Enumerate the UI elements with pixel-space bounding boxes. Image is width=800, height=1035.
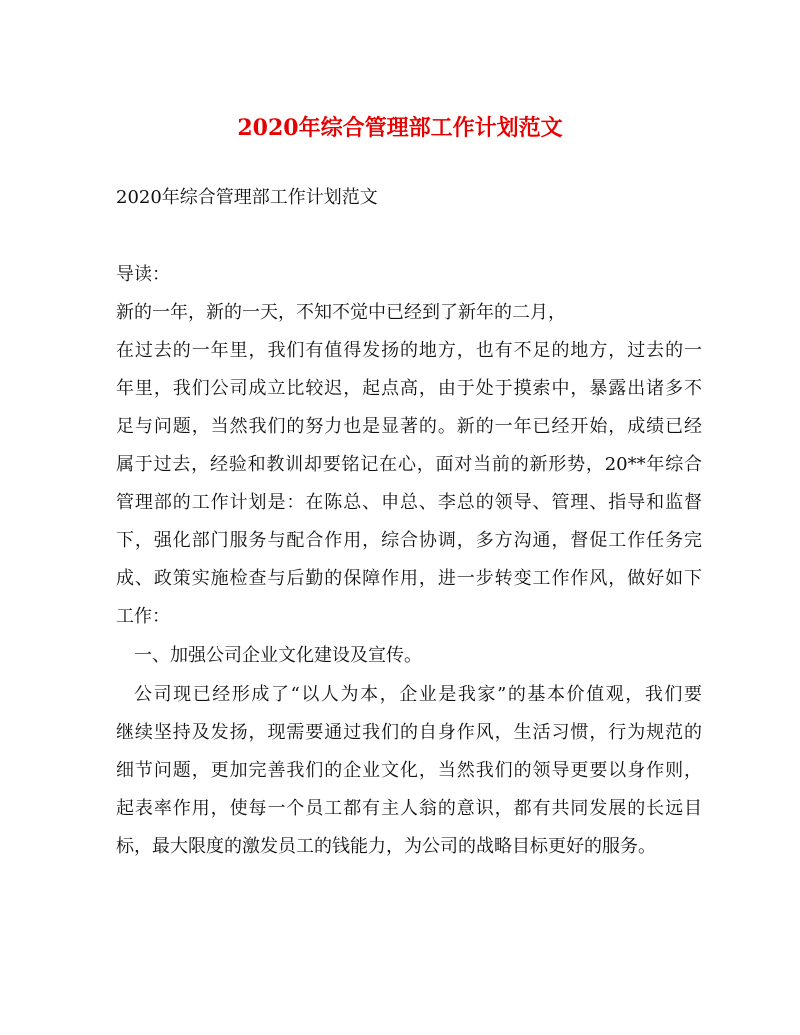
paragraph-line: 细节问题，更加完善我们的企业文化，当然我们的领导更要以身作则，	[116, 760, 702, 781]
section-heading: 一、加强公司企业文化建设及宣传。	[134, 645, 422, 666]
paragraph-line: 起表率作用，使每一个员工都有主人翁的意识，都有共同发展的长远目	[116, 798, 702, 819]
paragraph-line: 在过去的一年里，我们有值得发扬的地方，也有不足的地方，过去的一	[116, 340, 702, 361]
paragraph-line: 成、政策实施检查与后勤的保障作用，进一步转变工作作风，做好如下	[116, 568, 702, 589]
paragraph-line: 新的一年，新的一天，不知不觉中已经到了新年的二月，	[116, 302, 566, 323]
paragraph-line: 下，强化部门服务与配合作用，综合协调，多方沟通，督促工作任务完	[116, 530, 702, 551]
paragraph-line: 年里，我们公司成立比较迟，起点高，由于处于摸索中，暴露出诸多不	[116, 378, 702, 399]
paragraph-line: 公司现已经形成了“以人为本，企业是我家”的基本价值观，我们要	[134, 684, 702, 705]
document-title: 2020年综合管理部工作计划范文	[237, 115, 563, 141]
paragraph-line: 工作：	[116, 606, 170, 627]
paragraph-line-lead: 导读：	[116, 264, 170, 285]
paragraph-line: 管理部的工作计划是：在陈总、申总、李总的领导、管理、指导和监督	[116, 492, 702, 513]
document-body	[116, 256, 702, 866]
document-subtitle: 2020年综合管理部工作计划范文	[116, 187, 378, 208]
paragraph-line: 属于过去，经验和教训却要铭记在心，面对当前的新形势，20**年综合	[116, 454, 702, 475]
paragraph-line: 足与问题，当然我们的努力也是显著的。新的一年已经开始，成绩已经	[116, 416, 702, 437]
paragraph-line: 标，最大限度的激发员工的钱能力，为公司的战略目标更好的服务。	[116, 836, 656, 857]
paragraph-line: 继续坚持及发扬，现需要通过我们的自身作风，生活习惯，行为规范的	[116, 722, 702, 743]
